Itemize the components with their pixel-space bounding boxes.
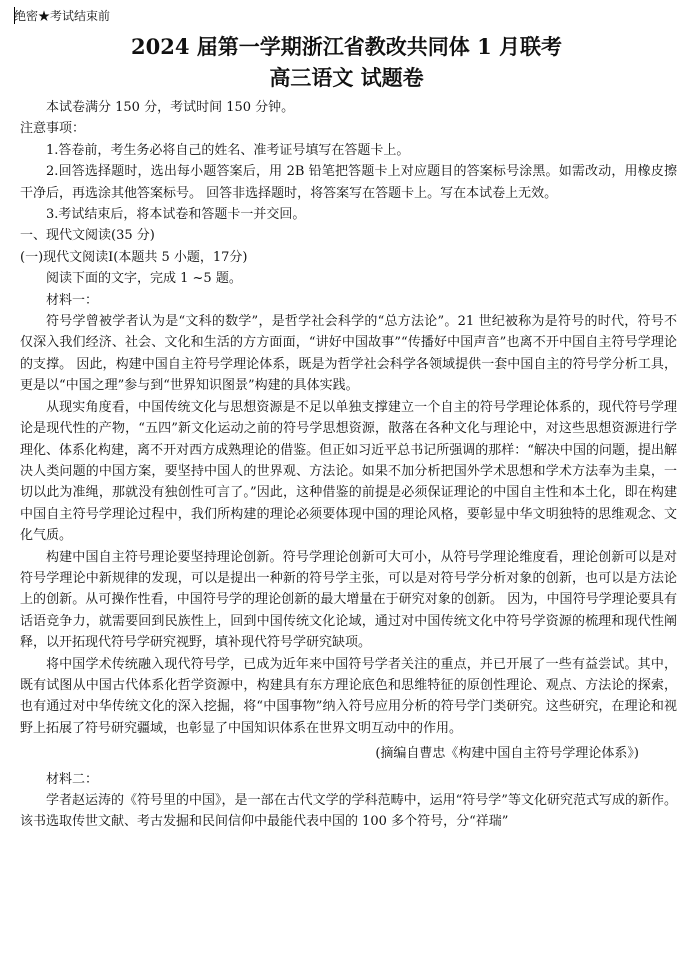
reading-instruction: 阅读下面的文字，完成 1 ~5 题。: [46, 271, 242, 287]
material1-paragraph: 符号学曾被学者认为是“文科的数学”，是哲学社会科学的“总方法论”。21 世纪被称为是符号的时代，符号不仅深入我们经济、社会、文化和生活的方方面面，“讲好中国故事”“传播好中国声音”也离不开中国自主符号学理论的支撑。 因此，构建中国自主符号学理论体系，既是为哲学社会科学各领域提供一套中国自主的符号学分析工具，更是以“中国之理”参与到“世界知识图景”构建的具体实践。: [20, 314, 677, 394]
notes-heading: 注意事项：: [20, 121, 86, 137]
material1-paragraph: 将中国学术传统融入现代符号学，已成为近年来中国符号学者关注的重点，并已开展了一些有益尝试。其中，既有试图从中国古代体系化哲学资源中，构建具有东方理论底色和思维特征的原创性理论、观点、方法论的探索，也有通过对中华传统文化的深入挖掘，将“中国事物”纳入符号应用分析的符号学门类研究。这些研究，在理论和视野上拓展了符号研究疆域，也彰显了中国知识体系在世界文明互动中的作用。: [20, 656, 677, 736]
material1-paragraph: 从现实角度看，中国传统文化与思想资源是不足以单独支撑建立一个自主的符号学理论体系的，现代符号学理论是现代性的产物，“五四”新文化运动之前的符号学思想资源，散落在各种文化与理论中，对这些思想资源进行学理化、体系化构建，离不开对西方成熟理论的借鉴。但正如习近平总书记所强调的那样：“解决中国的问题，提出解决人类问题的中国方案，要坚持中国人的世界观、方法论。如果不加分析把国外学术思想和学术方法奉为圭臬，一切以此为准绳，那就没有独创性可言了。”因此，这种借鉴的前提是必须保证理论的中国自主性和本土化，即在构建中国自主符号学理论过程中，我们所构建的理论必须要体现中国的理论风格，要彰显中华文明独特的思维观念、文化气质。: [20, 399, 677, 544]
note-item: 2.回答选择题时，选出每小题答案后，用 2B 铅笔把答题卡上对应题目的答案标号涂黑。如需改动，用橡皮擦干净后，再选涂其他答案标号。 回答非选择题时，将答案写在答题卡上。写在本试卷上无效。: [20, 164, 677, 201]
note-item: 1.答卷前，考生务必将自己的姓名、准考证号填写在答题卡上。: [46, 142, 410, 158]
full-score-line: 本试卷满分 150 分，考试时间 150 分钟。: [46, 100, 295, 115]
material2-paragraph: 学者赵运涛的《符号里的中国》，是一部在古代文学的学科范畴中，运用“符号学”等文化研究范式写成的新作。该书选取传世文献、考古发掘和民间信仰中最能代表中国的 100 多个符号，分“祥瑞”: [20, 793, 677, 830]
note-item: 3.考试结束后，将本试卷和答题卡一并交回。: [46, 207, 306, 223]
exam-subtitle: 高三语文 试题卷: [269, 65, 424, 90]
section-heading: 一、现代文阅读(35 分): [20, 228, 155, 244]
exam-title: 2024 届第一学期浙江省教改共同体 1 月联考: [131, 34, 562, 59]
material2-label: 材料二：: [46, 771, 99, 787]
material1-source: (摘编自曹忠《构建中国自主符号学理论体系》): [375, 746, 639, 762]
document-body: [20, 97, 677, 833]
confidential-label: 绝密★考试结束前: [14, 9, 111, 23]
material1-label: 材料一：: [46, 292, 99, 308]
material1-paragraph: 构建中国自主符号理论要坚持理论创新。符号学理论创新可大可小，从符号学理论维度看，理论创新可以是对符号学理论中新规律的发现，可以是提出一种新的符号学主张，可以是对符号学分析对象的创新，也可以是方法论上的创新。从可操作性看，中国符号学的理论创新的最大增量在于研究对象的创新。 因为，中国符号学理论要具有话语竞争力，就需要回到民族性上，回到中国传统文化论域，通过对中国传统文化中符号学资源的梳理和现代性阐释，以开拓现代符号学研究视野，填补现代符号学研究缺项。: [20, 549, 677, 651]
sub-section-heading: (一)现代文阅读Ⅰ(本题共 5 小题，17分): [20, 249, 248, 265]
